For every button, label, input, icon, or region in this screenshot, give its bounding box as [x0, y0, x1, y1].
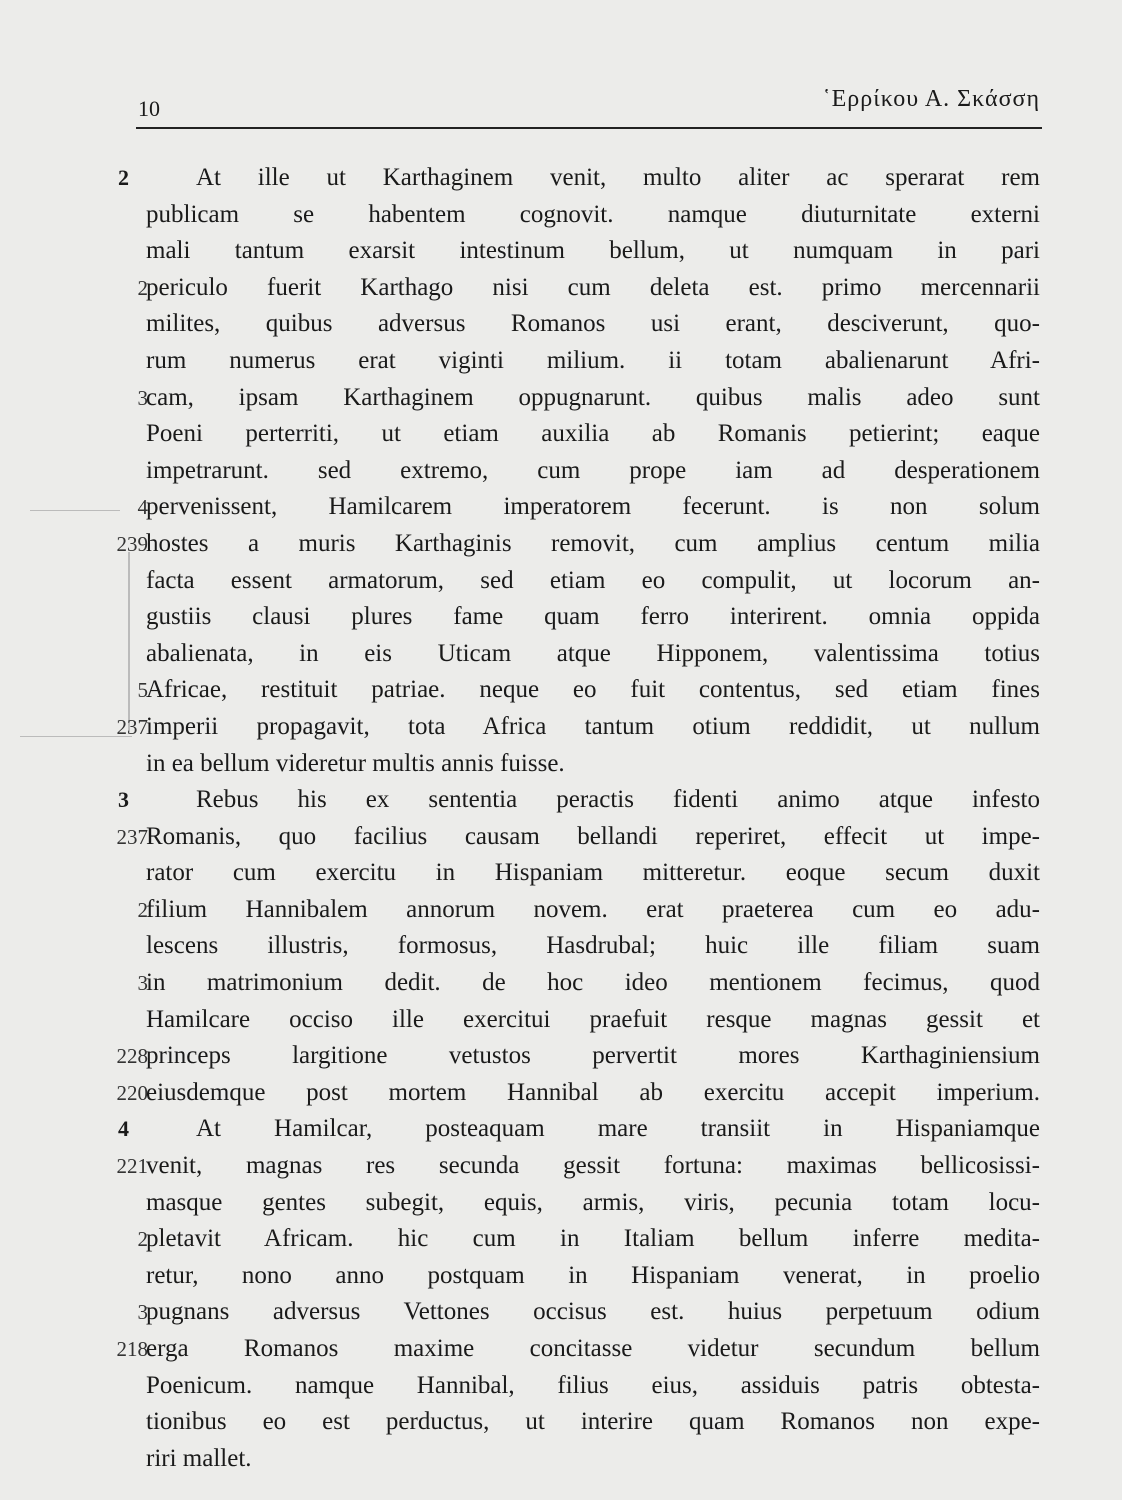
text-line — [100, 489, 1040, 526]
text-line — [100, 1221, 1040, 1258]
line-text: gustiis clausi plures fame quam ferro interirent. omnia oppida — [146, 603, 1040, 631]
text-line — [100, 563, 1040, 600]
margin-number: 5 — [137, 678, 148, 703]
margin-number: 3 — [137, 971, 148, 996]
line-text: princeps largitione vetustos pervertit mores Karthaginiensium — [146, 1042, 1040, 1070]
line-text: pugnans adversus Vettones occisus est. huius perpetuum odium — [146, 1298, 1040, 1326]
line-text: At Hamilcar, posteaquam mare transiit in Hispaniamque — [196, 1115, 1040, 1143]
text-line — [100, 306, 1040, 343]
text-line — [100, 782, 1040, 819]
text-line — [100, 1294, 1040, 1331]
margin-number: 221 — [116, 1154, 148, 1179]
line-text: filium Hannibalem annorum novem. erat praeterea cum eo adu- — [146, 895, 1040, 923]
line-text: pletavit Africam. hic cum in Italiam bellum inferre medita- — [146, 1225, 1040, 1253]
text-line — [100, 928, 1040, 965]
line-text: hostes a muris Karthaginis removit, cum amplius centum milia — [146, 529, 1040, 557]
line-text: venit, magnas res secunda gessit fortuna: maximas bellicosissi- — [146, 1152, 1040, 1180]
text-line — [100, 855, 1040, 892]
line-text: lescens illustris, formosus, Hasdrubal; huic ille filiam suam — [146, 932, 1040, 960]
text-line — [100, 380, 1040, 417]
text-line — [100, 746, 1040, 783]
text-line — [100, 1185, 1040, 1222]
margin-number: 239 — [116, 531, 148, 556]
text-line — [100, 1075, 1040, 1112]
section-number: 2 — [118, 165, 129, 190]
text-line — [100, 160, 1040, 197]
line-text: Romanis, quo facilius causam bellandi reperiret, effecit ut impe- — [146, 822, 1040, 850]
text-line — [100, 453, 1040, 490]
line-text: Hamilcare occiso ille exercitui praefuit resque magnas gessit et — [146, 1005, 1040, 1033]
line-text: periculo fuerit Karthago nisi cum deleta est. primo mercennarii — [146, 273, 1040, 301]
text-line — [100, 1258, 1040, 1295]
line-text: tionibus eo est perductus, ut interire quam Romanos non expe- — [146, 1408, 1040, 1436]
line-text: imperii propagavit, tota Africa tantum otium reddidit, ut nullum — [146, 712, 1040, 740]
margin-number: 228 — [116, 1044, 148, 1069]
section-number: 3 — [118, 787, 129, 813]
text-line — [100, 270, 1040, 307]
line-text: erga Romanos maxime concitasse videtur secundum bellum — [146, 1335, 1040, 1362]
line-text: rum numerus erat viginti milium. ii totam abalienarunt Afri- — [146, 346, 1040, 374]
margin-number: 237 — [116, 714, 148, 739]
header-rule — [136, 127, 1042, 129]
margin-number: 2 — [137, 275, 148, 300]
line-text: publicam se habentem cognovit. namque diuturnitate externi — [146, 200, 1040, 228]
text-line — [100, 892, 1040, 929]
line-text: cam, ipsam Karthaginem oppugnarunt. quibus malis adeo sunt — [146, 383, 1040, 411]
line-text: impetrarunt. sed extremo, cum prope iam ad desperationem — [146, 456, 1040, 484]
line-text: mali tantum exarsit intestinum bellum, ut numquam in pari — [146, 237, 1040, 265]
margin-number: 218 — [116, 1337, 148, 1361]
line-text: Poenicum. namque Hannibal, filius eius, assiduis patris obtesta- — [146, 1371, 1040, 1399]
line-text: Africae, restituit patriae. neque eo fuit contentus, sed etiam fines — [146, 676, 1040, 704]
text-line — [100, 636, 1040, 673]
text-line — [100, 1148, 1040, 1185]
text-line — [100, 965, 1040, 1002]
margin-number: 4 — [137, 495, 148, 520]
margin-number: 2 — [137, 897, 148, 922]
text-line — [100, 1368, 1040, 1405]
section-number: 4 — [118, 1116, 129, 1142]
text-line — [100, 672, 1040, 709]
margin-number: 220 — [116, 1080, 148, 1105]
text-line — [100, 1331, 1040, 1368]
text-line — [100, 1002, 1040, 1039]
text-line — [100, 1404, 1040, 1441]
text-line — [100, 1441, 1040, 1478]
margin-number: 237 — [116, 824, 148, 849]
line-text: At ille ut Karthaginem venit, multo aliter ac sperarat rem — [196, 164, 1040, 191]
line-text: rator cum exercitu in Hispaniam mitteretur. eoque secum duxit — [146, 859, 1040, 887]
text-line — [100, 343, 1040, 380]
page-number: 10 — [138, 96, 160, 121]
text-line — [100, 1111, 1040, 1148]
line-text: masque gentes subegit, equis, armis, viris, pecunia totam locu- — [146, 1188, 1040, 1216]
running-head: ῾Ερρίκου Α. Σκάσση — [822, 86, 1040, 112]
text-line — [100, 1038, 1040, 1075]
line-text: Poeni perterriti, ut etiam auxilia ab Romanis petierint; eaque — [146, 420, 1040, 448]
text-line — [100, 197, 1040, 234]
margin-number: 3 — [137, 1300, 148, 1325]
line-text: facta essent armatorum, sed etiam eo compulit, ut locorum an- — [146, 566, 1040, 594]
text-line — [100, 819, 1040, 856]
text-line — [100, 416, 1040, 453]
line-text: abalienata, in eis Uticam atque Hipponem, valentissima totius — [146, 639, 1040, 667]
line-text: milites, quibus adversus Romanos usi erant, desciverunt, quo- — [146, 310, 1040, 338]
line-text: in ea bellum videretur multis annis fuisse. — [146, 749, 565, 777]
latin-text-block — [100, 160, 1040, 1477]
line-text: in matrimonium dedit. de hoc ideo mentionem fecimus, quod — [146, 969, 1040, 997]
text-line — [100, 526, 1040, 563]
text-line — [100, 233, 1040, 270]
line-text: eiusdemque post mortem Hannibal ab exercitu accepit imperium. — [146, 1078, 1040, 1106]
margin-number: 2 — [137, 1227, 148, 1252]
text-line — [100, 599, 1040, 636]
line-text: riri mallet. — [146, 1444, 252, 1472]
margin-number: 3 — [137, 385, 148, 410]
line-text: pervenissent, Hamilcarem imperatorem fecerunt. is non solum — [146, 493, 1040, 521]
line-text: retur, nono anno postquam in Hispaniam venerat, in proelio — [146, 1261, 1040, 1289]
line-text: Rebus his ex sententia peractis fidenti animo atque infesto — [196, 786, 1040, 814]
text-line — [100, 709, 1040, 746]
